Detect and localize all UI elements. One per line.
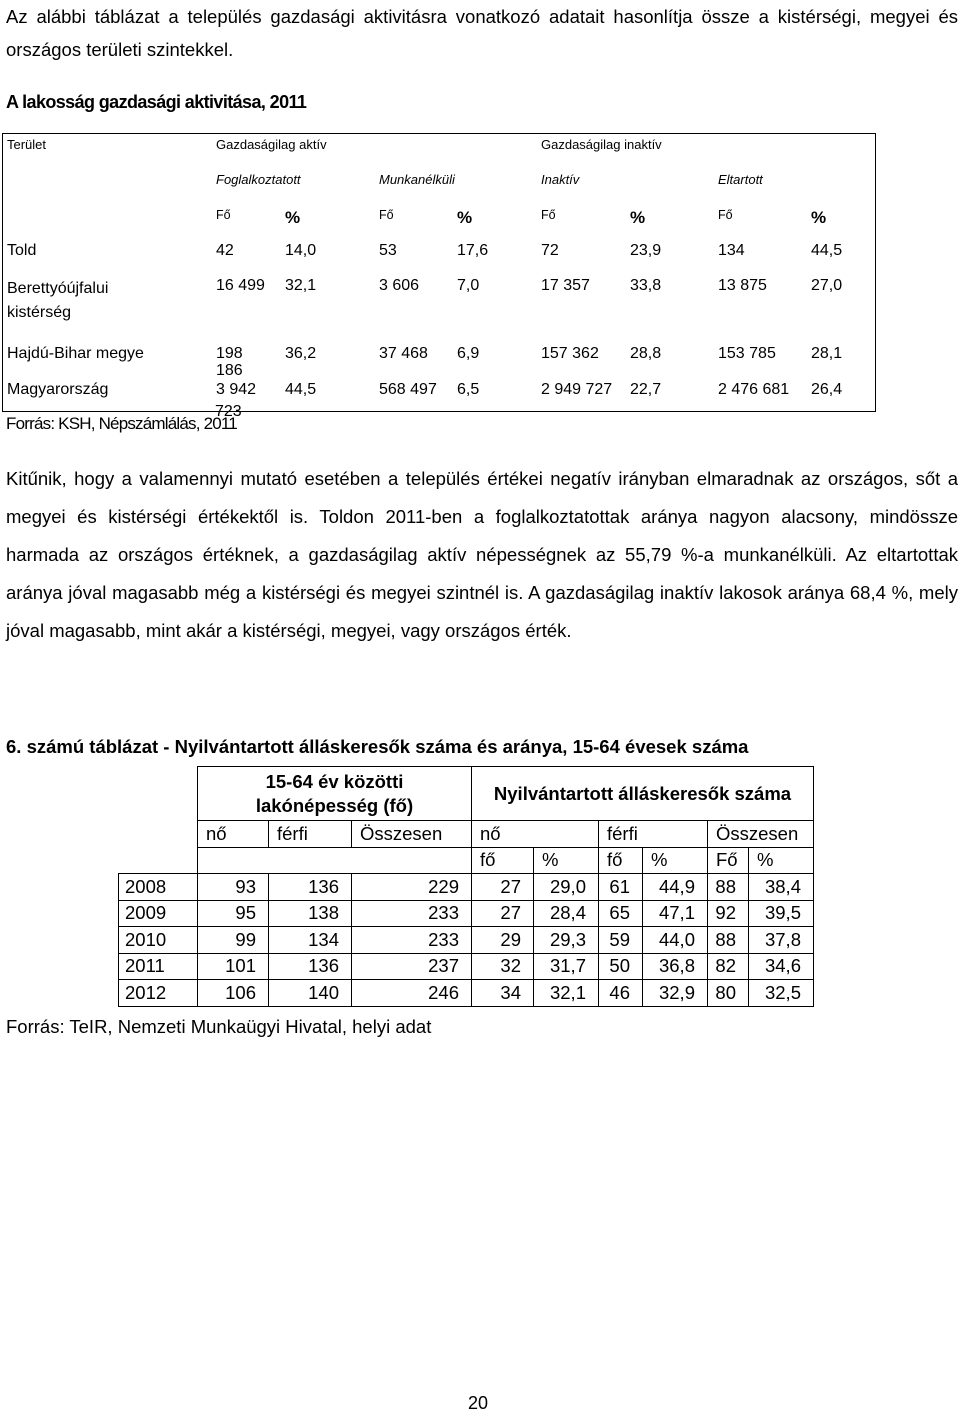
value-cell: 88 bbox=[708, 874, 749, 901]
unit-fo: fő bbox=[472, 847, 534, 874]
value-cell: 80 bbox=[708, 980, 749, 1007]
value-cell: 6,5 bbox=[457, 381, 480, 398]
sub-header-no: nő bbox=[472, 821, 599, 848]
overflow-value: 723 bbox=[215, 403, 242, 420]
page-number: 20 bbox=[468, 1393, 489, 1413]
value-cell: 2 949 727 bbox=[541, 381, 613, 398]
value-cell: 42 bbox=[216, 242, 234, 259]
value-cell: 27 bbox=[472, 874, 534, 901]
value-cell: 7,0 bbox=[457, 277, 480, 294]
value-cell: 3 942 bbox=[216, 381, 257, 398]
value-cell: 233 bbox=[352, 927, 472, 954]
value-cell: 44,9 bbox=[643, 874, 708, 901]
table-row bbox=[119, 980, 814, 1007]
value-cell: 44,5 bbox=[811, 242, 843, 259]
value-cell: 88 bbox=[708, 927, 749, 954]
table1-source: Forrás: KSH, Népszámlálás, 2011 bbox=[6, 414, 237, 433]
value-cell: 6,9 bbox=[457, 345, 480, 362]
value-cell: 47,1 bbox=[643, 900, 708, 927]
table2-title: 6. számú táblázat - Nyilvántartott álláskeresők száma és aránya, 15-64 évesek száma bbox=[6, 736, 749, 757]
activity-table bbox=[2, 133, 876, 412]
sub-header-osszesen: Összesen bbox=[352, 821, 472, 848]
value-cell: 28,1 bbox=[811, 345, 843, 362]
year-cell: 2012 bbox=[119, 980, 198, 1007]
value-cell: 246 bbox=[352, 980, 472, 1007]
body-paragraph: Kitűnik, hogy a valamennyi mutató esetében a település értékei negatív irányban elmaradnak az országos, sőt a megyei és kistérségi értékektől is. Toldon 2011-ben a foglalkoztatottak aránya nagyon alacsony, mindössze harmada az országos értéknek, a gazdaságilag aktív népességnek az 55,79 %-a munkanélküli. Az eltartottak aránya jóval magasabb még a kistérségi és megyei szintnél is. A gazdaságilag inaktív lakosok aránya 68,4 %, mely jóval magasabb, mint akár a kistérségi, megyei, vagy országos érték. bbox=[6, 468, 958, 641]
value-cell: 93 bbox=[198, 874, 269, 901]
value-cell: 157 362 bbox=[541, 345, 599, 362]
value-cell: 22,7 bbox=[630, 381, 662, 398]
empty-cell bbox=[198, 847, 472, 874]
sub-dependent-header: Eltartott bbox=[718, 172, 763, 187]
value-cell: 50 bbox=[599, 953, 643, 980]
jobseekers-header: Nyilvántartott álláskeresők száma bbox=[472, 767, 814, 821]
year-cell: 2009 bbox=[119, 900, 198, 927]
empty-cell bbox=[119, 767, 198, 821]
value-cell: 17 357 bbox=[541, 277, 590, 294]
value-cell: 32 bbox=[472, 953, 534, 980]
value-cell: 17,6 bbox=[457, 242, 489, 259]
empty-cell bbox=[119, 847, 198, 874]
sub-header-no: nő bbox=[198, 821, 269, 848]
value-cell: 32,9 bbox=[643, 980, 708, 1007]
value-cell: 95 bbox=[198, 900, 269, 927]
sub-inactive-header: Inaktív bbox=[541, 172, 580, 187]
value-cell: 29,3 bbox=[534, 927, 599, 954]
value-cell: 138 bbox=[269, 900, 352, 927]
value-cell: 568 497 bbox=[379, 381, 437, 398]
value-cell: 229 bbox=[352, 874, 472, 901]
year-cell: 2011 bbox=[119, 953, 198, 980]
sub-header-ferfi: férfi bbox=[269, 821, 352, 848]
value-cell: 46 bbox=[599, 980, 643, 1007]
value-cell: 32,1 bbox=[534, 980, 599, 1007]
value-cell: 134 bbox=[718, 242, 745, 259]
value-cell: 134 bbox=[269, 927, 352, 954]
sub-unemployed-header: Munkanélküli bbox=[379, 172, 455, 187]
unit-pct: % bbox=[643, 847, 708, 874]
value-cell: 26,4 bbox=[811, 381, 843, 398]
value-cell: 198 bbox=[216, 345, 243, 362]
value-cell: 101 bbox=[198, 953, 269, 980]
value-cell: 27 bbox=[472, 900, 534, 927]
unit-fo: Fő bbox=[708, 847, 749, 874]
jobseekers-table bbox=[118, 766, 814, 1007]
value-cell: 44,5 bbox=[285, 381, 317, 398]
value-cell: 31,7 bbox=[534, 953, 599, 980]
value-cell: 136 bbox=[269, 953, 352, 980]
fo-header: Fő bbox=[541, 208, 556, 222]
group-inactive-header: Gazdaságilag inaktív bbox=[541, 137, 662, 152]
empty-cell bbox=[119, 821, 198, 848]
pct-header: % bbox=[285, 208, 301, 227]
area-cell: Magyarország bbox=[7, 381, 109, 398]
value-cell: 3 606 bbox=[379, 277, 420, 294]
value-cell: 34 bbox=[472, 980, 534, 1007]
area-cell: Berettyóújfalui kistérség bbox=[7, 280, 109, 321]
table-row bbox=[119, 900, 814, 927]
sub-header-osszesen: Összesen bbox=[708, 821, 814, 848]
pct-header: % bbox=[811, 208, 827, 227]
value-cell: 65 bbox=[599, 900, 643, 927]
sub-header-ferfi: férfi bbox=[599, 821, 708, 848]
population-header: 15-64 év közötti lakónépesség (fő) bbox=[198, 767, 472, 821]
value-cell: 53 bbox=[379, 242, 397, 259]
area-cell: Told bbox=[7, 242, 37, 259]
value-cell: 23,9 bbox=[630, 242, 662, 259]
value-cell: 2 476 681 bbox=[718, 381, 790, 398]
value-cell: 44,0 bbox=[643, 927, 708, 954]
value-cell: 16 499 bbox=[216, 277, 265, 294]
fo-header: Fő bbox=[216, 208, 231, 222]
table-row bbox=[119, 927, 814, 954]
unit-fo: fő bbox=[599, 847, 643, 874]
value-cell: 92 bbox=[708, 900, 749, 927]
value-cell: 59 bbox=[599, 927, 643, 954]
sub-employed-header: Foglalkoztatott bbox=[216, 172, 301, 187]
unit-pct: % bbox=[749, 847, 814, 874]
value-cell: 38,4 bbox=[749, 874, 814, 901]
table2-source: Forrás: TeIR, Nemzeti Munkaügyi Hivatal, helyi adat bbox=[6, 1016, 432, 1037]
value-cell: 37 468 bbox=[379, 345, 428, 362]
pct-header: % bbox=[630, 208, 646, 227]
value-cell: 32,1 bbox=[285, 277, 317, 294]
value-cell: 28,8 bbox=[630, 345, 662, 362]
value-cell: 13 875 bbox=[718, 277, 767, 294]
value-cell: 14,0 bbox=[285, 242, 317, 259]
table1-title: A lakosság gazdasági aktivitása, 2011 bbox=[6, 92, 307, 112]
value-cell: 36,8 bbox=[643, 953, 708, 980]
value-cell: 61 bbox=[599, 874, 643, 901]
value-cell: 136 bbox=[269, 874, 352, 901]
value-cell: 37,8 bbox=[749, 927, 814, 954]
value-cell: 28,4 bbox=[534, 900, 599, 927]
year-cell: 2010 bbox=[119, 927, 198, 954]
value-cell: 233 bbox=[352, 900, 472, 927]
table-row bbox=[119, 874, 814, 901]
intro-paragraph: Az alábbi táblázat a település gazdasági aktivitásra vonatkozó adatait hasonlítja össze a kistérségi, megyei és országos területi szintekkel. bbox=[6, 6, 958, 60]
value-cell: 29,0 bbox=[534, 874, 599, 901]
value-cell: 82 bbox=[708, 953, 749, 980]
value-cell: 36,2 bbox=[285, 345, 317, 362]
fo-header: Fő bbox=[379, 208, 394, 222]
value-cell: 29 bbox=[472, 927, 534, 954]
area-cell: Hajdú-Bihar megye bbox=[7, 345, 144, 362]
value-cell: 33,8 bbox=[630, 277, 662, 294]
table-row bbox=[119, 953, 814, 980]
year-cell: 2008 bbox=[119, 874, 198, 901]
value-cell: 34,6 bbox=[749, 953, 814, 980]
fo-header: Fő bbox=[718, 208, 733, 222]
overflow-value: 186 bbox=[216, 362, 243, 379]
value-cell: 39,5 bbox=[749, 900, 814, 927]
group-active-header: Gazdaságilag aktív bbox=[216, 137, 327, 152]
value-cell: 237 bbox=[352, 953, 472, 980]
value-cell: 106 bbox=[198, 980, 269, 1007]
value-cell: 72 bbox=[541, 242, 559, 259]
value-cell: 99 bbox=[198, 927, 269, 954]
col-area-header: Terület bbox=[7, 137, 47, 152]
pct-header: % bbox=[457, 208, 473, 227]
unit-pct: % bbox=[534, 847, 599, 874]
value-cell: 153 785 bbox=[718, 345, 776, 362]
value-cell: 27,0 bbox=[811, 277, 843, 294]
value-cell: 140 bbox=[269, 980, 352, 1007]
value-cell: 32,5 bbox=[749, 980, 814, 1007]
